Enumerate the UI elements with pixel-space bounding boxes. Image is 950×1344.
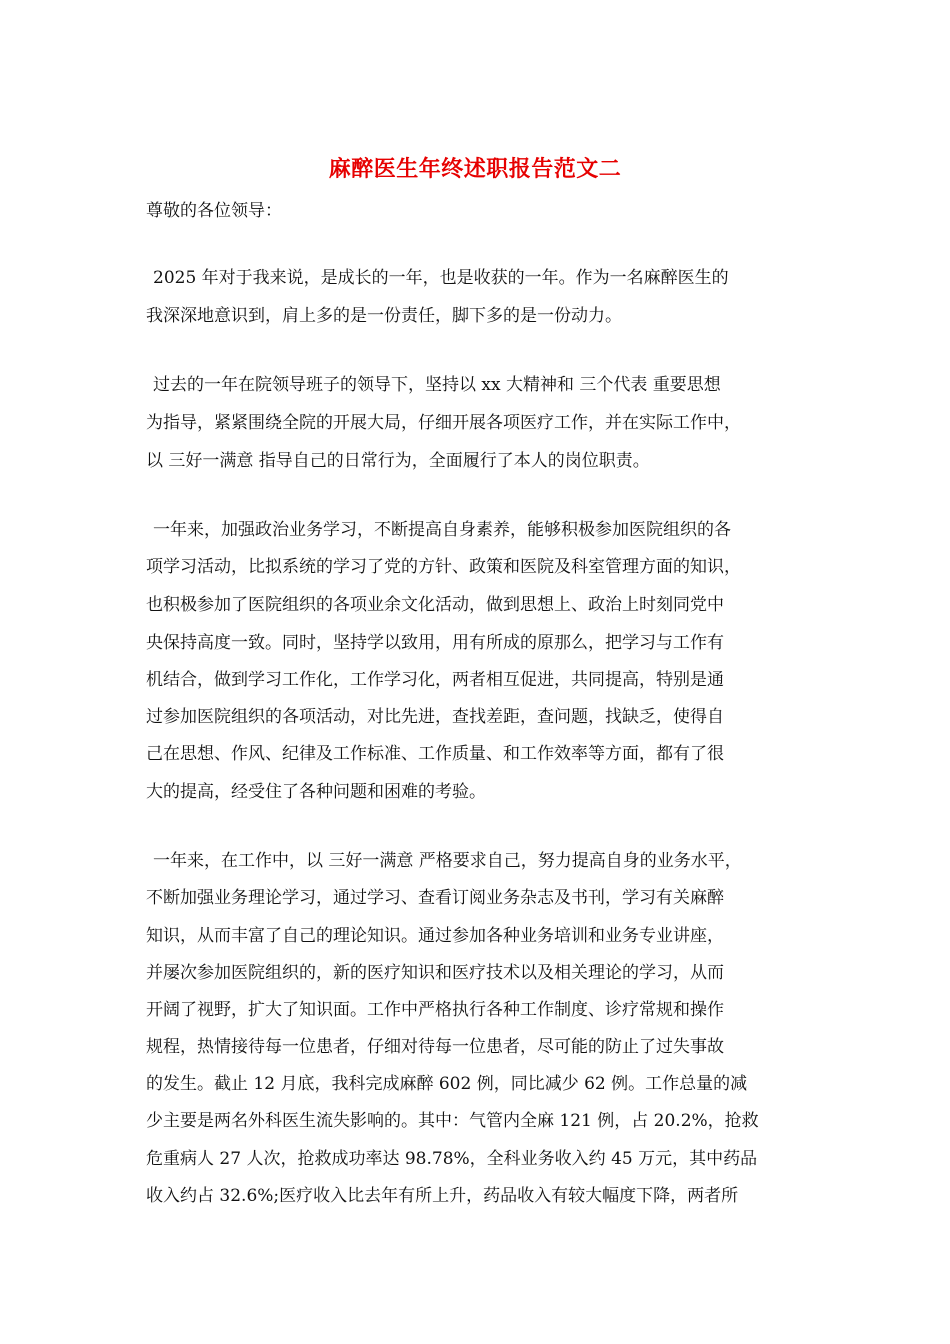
paragraph-line: 一年来，加强政治业务学习，不断提高自身素养，能够积极参加医院组织的各 [153,520,731,540]
paragraph-line: 2025 年对于我来说，是成长的一年，也是收获的一年。作为一名麻醉医生的 [153,268,729,288]
paragraph-line: 一年来，在工作中，以 三好一满意 严格要求自己，努力提高自身的业务水平， [153,851,742,871]
paragraph-line: 己在思想、作风、纪律及工作标准、工作质量、和工作效率等方面，都有了很 [146,744,724,764]
paragraph-line: 过去的一年在院领导班子的领导下，坚持以 xx 大精神和 三个代表 重要思想 [153,375,721,395]
paragraph-line: 机结合，做到学习工作化，工作学习化，两者相互促进，共同提高，特别是通 [146,670,724,690]
paragraph-line: 项学习活动，比拟系统的学习了党的方针、政策和医院及科室管理方面的知识， [146,557,741,577]
paragraph-line: 并屡次参加医院组织的，新的医疗知识和医疗技术以及相关理论的学习，从而 [146,963,724,983]
paragraph-line: 危重病人 27 人次，抢救成功率达 98.78%，全科业务收入约 45 万元，其中药品 [146,1149,758,1169]
paragraph-line: 规程，热情接待每一位患者，仔细对待每一位患者，尽可能的防止了过失事故 [146,1037,724,1057]
paragraph-line: 过参加医院组织的各项活动，对比先进，查找差距，查问题，找缺乏，使得自 [146,707,724,727]
paragraph-line: 也积极参加了医院组织的各项业余文化活动，做到思想上、政治上时刻同党中 [146,595,724,615]
paragraph-line: 的发生。截止 12 月底，我科完成麻醉 602 例，同比减少 62 例。工作总量的减 [146,1074,748,1094]
paragraph-line: 不断加强业务理论学习，通过学习、查看订阅业务杂志及书刊，学习有关麻醉 [146,888,724,908]
paragraph-line: 央保持高度一致。同时，坚持学以致用，用有所成的原那么，把学习与工作有 [146,633,724,653]
paragraph-line: 为指导，紧紧围绕全院的开展大局，仔细开展各项医疗工作，并在实际工作中， [146,413,741,433]
paragraph-line: 知识，从而丰富了自己的理论知识。通过参加各种业务培训和业务专业讲座， [146,926,724,946]
paragraph-line: 以 三好一满意 指导自己的日常行为，全面履行了本人的岗位职责。 [146,451,650,471]
paragraph-line: 开阔了视野，扩大了知识面。工作中严格执行各种工作制度、诊疗常规和操作 [146,1000,724,1020]
paragraph-line: 我深深地意识到，肩上多的是一份责任，脚下多的是一份动力。 [146,306,622,326]
paragraph-line: 大的提高，经受住了各种问题和困难的考验。 [146,782,486,802]
paragraph-line: 收入约占 32.6%;医疗收入比去年有所上升，药品收入有较大幅度下降，两者所 [146,1186,739,1206]
document-title: 麻醉医生年终述职报告范文二 [328,156,622,182]
paragraph-line: 少主要是两名外科医生流失影响的。其中：气管内全麻 121 例，占 20.2%，抢救 [146,1111,759,1131]
greeting-line: 尊敬的各位领导： [146,201,282,221]
